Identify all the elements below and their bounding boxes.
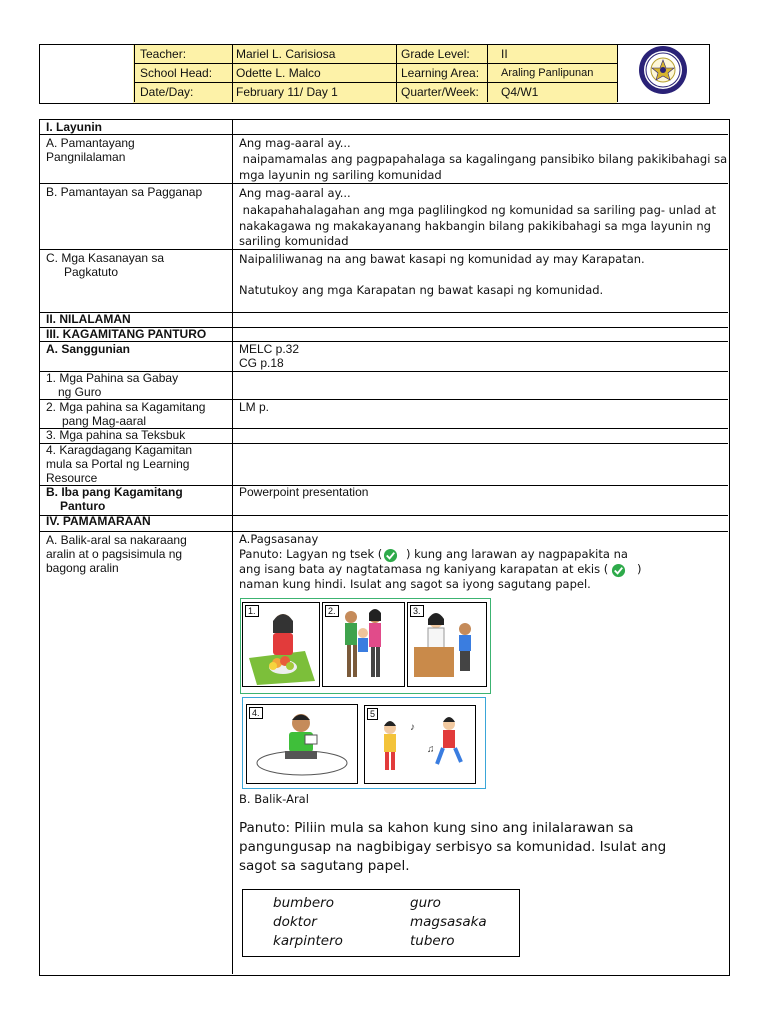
picture-4: 4.	[246, 704, 358, 784]
balik-aral-label-3: bagong aralin	[46, 561, 119, 575]
grade-level-value: II	[501, 47, 508, 61]
picture-1: 1.	[242, 602, 320, 687]
gabay-label-1: 1. Mga Pahina sa Gabay	[46, 371, 179, 385]
pagsasanay-instr-1b: ) kung ang larawan ay nagpapakita na	[406, 547, 628, 561]
pamantayang-text-1: Ang mag-aaral ay...	[239, 136, 351, 150]
school-head-value: Odette L. Malco	[236, 66, 321, 80]
iba-pang-label-1: B. Iba pang Kagamitang	[46, 485, 183, 499]
balik-aral-instr-1: Panuto: Piliin mula sa kahon kung sino ang inilalarawan sa	[239, 820, 634, 836]
check-icon	[383, 548, 398, 563]
kasanayan-label-1: C. Mga Kasanayan sa	[46, 251, 165, 265]
grade-level-label: Grade Level:	[401, 47, 470, 61]
quarter-label: Quarter/Week:	[401, 85, 479, 99]
teksbuk-label: 3. Mga pahina sa Teksbuk	[46, 428, 186, 442]
pamamaraan-heading: IV. PAMAMARAAN	[46, 514, 151, 528]
pagganap-text-4: sariling komunidad	[239, 234, 349, 248]
karagdagang-label-2: mula sa Portal ng Learning	[46, 457, 190, 471]
pagsasanay-instr-1a: Panuto: Lagyan ng tsek (	[239, 547, 383, 561]
word-karpintero: karpintero	[273, 933, 343, 949]
date-label: Date/Day:	[140, 85, 194, 99]
pagsasanay-instr-2a: ang isang bata ay nagtatamasa ng kaniyang karapatan at ekis (	[239, 562, 609, 576]
pamantayang-text-3: mga layunin ng sariling komunidad	[239, 168, 442, 182]
pagsasanay-instr-2b: )	[637, 562, 642, 576]
date-value: February 11/ Day 1	[236, 85, 338, 99]
svg-text:♪: ♪	[410, 722, 415, 733]
picture-5: 5 ♪ ♫	[364, 705, 476, 784]
karagdagang-label-1: 4. Karagdagang Kagamitan	[46, 443, 193, 457]
kasanayan-label-2: Pagkatuto	[64, 265, 119, 279]
word-guro: guro	[410, 895, 441, 911]
pagganap-text-2: nakapahahalagahan ang mga paglilingkod ng komunidad sa sariling pag- unlad at	[239, 203, 717, 217]
sanggunian-label: A. Sanggunian	[46, 342, 130, 356]
iba-pang-label-2: Panturo	[60, 499, 106, 513]
kasanayan-text-2: Natutukoy ang mga Karapatan ng bawat kasapi ng komunidad.	[239, 283, 604, 297]
word-doktor: doktor	[273, 914, 317, 930]
layunin-heading: I. Layunin	[46, 120, 103, 134]
gabay-label-2: ng Guro	[58, 385, 102, 399]
kagamitang-aaral-label-1: 2. Mga pahina sa Kagamitang	[46, 400, 206, 414]
mark-icon	[611, 563, 626, 578]
teacher-value: Mariel L. Carisiosa	[236, 47, 336, 61]
pagsasanay-instr-3: naman kung hindi. Isulat ang sagot sa iyong sagutang papel.	[239, 577, 591, 591]
pagganap-text-3: nakakagawa ng makakayanang hakbangin bilang pakikibahagi sa mga layunin ng	[239, 219, 711, 233]
balik-aral-label-2: aralin at o pagsisimula ng	[46, 547, 183, 561]
pamantayang-label-1: A. Pamantayang	[46, 136, 135, 150]
balik-aral-instr-2: pangungusap na nagbibigay serbisyo sa komunidad. Isulat ang	[239, 839, 667, 855]
balik-aral-title: B. Balik-Aral	[239, 792, 309, 806]
picture-2: 2.	[322, 602, 405, 687]
pamantayang-text-2: naipamamalas ang pagpapahalaga sa kagalingang pansibiko bilang pakikibahagi sa	[239, 152, 728, 166]
karagdagang-label-3: Resource	[46, 471, 98, 485]
kagamitang-aaral-label-2: pang Mag-aaral	[62, 414, 147, 428]
pagsasanay-title: A.Pagsasanay	[239, 532, 319, 546]
iba-pang-value: Powerpoint presentation	[239, 485, 369, 499]
nilalaman-heading: II. NILALAMAN	[46, 312, 131, 326]
word-bumbero: bumbero	[273, 895, 334, 911]
kasanayan-text-1: Naipaliliwanag na ang bawat kasapi ng komunidad ay may Karapatan.	[239, 252, 645, 266]
school-head-label: School Head:	[140, 66, 213, 80]
quarter-value: Q4/W1	[501, 85, 539, 99]
kagamitang-aaral-value: LM p.	[239, 400, 270, 414]
boy-reading-illustration	[247, 705, 357, 783]
balik-aral-label-1: A. Balik-aral sa nakaraang	[46, 533, 187, 547]
word-magsasaka: magsasaka	[410, 914, 487, 930]
pamantayang-label-2: Pangnilalaman	[46, 150, 126, 164]
pagganap-text-1: Ang mag-aaral ay...	[239, 186, 351, 200]
sanggunian-melc: MELC p.32	[239, 342, 300, 356]
children-dancing-illustration	[365, 706, 475, 783]
teacher-label: Teacher:	[140, 47, 187, 61]
word-choice-box	[242, 889, 520, 957]
svg-text:♫: ♫	[427, 744, 435, 755]
kagamitang-heading: III. KAGAMITANG PANTURO	[46, 327, 207, 341]
pagganap-label: B. Pamantayan sa Pagganap	[46, 185, 203, 199]
learning-area-label: Learning Area:	[401, 66, 480, 80]
picture-3: 3.	[407, 602, 487, 687]
learning-area-value: Araling Panlipunan	[501, 67, 594, 79]
word-tubero: tubero	[410, 933, 455, 949]
sanggunian-cg: CG p.18	[239, 356, 284, 370]
school-seal-icon	[638, 45, 688, 95]
balik-aral-instr-3: sagot sa sagutang papel.	[239, 858, 410, 874]
